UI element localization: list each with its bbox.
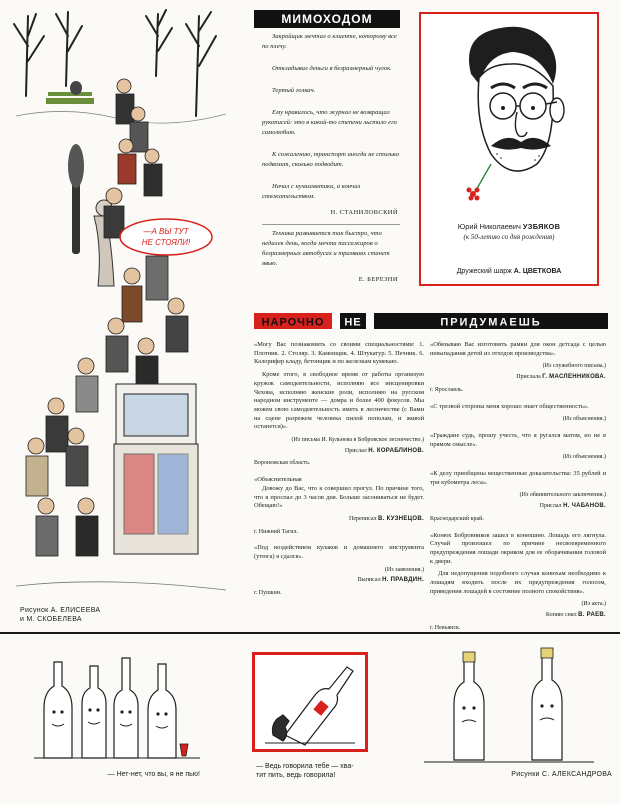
signature-prefix: Прислала (516, 374, 541, 381)
speech-bubble-line-2: НЕ СТОЯЛИ! (141, 238, 191, 247)
quote-signature (430, 373, 606, 382)
mimokhodom-heading: МИМОХОДОМ (254, 10, 400, 28)
portrait-surname: УЗБЯКОВ (522, 222, 561, 231)
quote-text: «Обязываю Вас изготовить рамки для окон детсада с целью невыпадания детей из отходов производства». (430, 341, 606, 357)
bottles-caption-2-line-2: тит пить, ведь говорила! (256, 772, 336, 779)
quote-place: г. Ярославль. (430, 386, 464, 393)
quote-source: (Из заявления.) (384, 566, 424, 573)
signature-prefix: Копию снял (545, 612, 577, 619)
signature-prefix: Переписал (349, 515, 377, 522)
portrait-name-prefix: Юрий Николаевич (457, 222, 521, 231)
quote-text: «К делу приобщены вещественные доказательства: 35 рублей и три кубометра леса». (430, 470, 606, 486)
bottles-drawing-3 (414, 644, 604, 766)
queue-illustration (6, 6, 234, 604)
portrait-credit (421, 268, 597, 275)
quote-signature (254, 515, 424, 524)
mimokhodom-divider (262, 224, 400, 225)
quote-place: Краснодарский край. (430, 515, 484, 522)
quote-text: Довожу до Вас, что я совершил прогул. По причине того, что я проспал до 3 часов дня. Больше засониваться не будет. Обещаю!» (254, 484, 424, 510)
portrait-credit-artist: А. ЦВЕТКОВА (513, 268, 562, 275)
mimokhodom-list (262, 32, 400, 291)
mimokhodom-item: Закройщик мечтал о клиенте, которому все по плечу. (262, 33, 397, 50)
mimokhodom-signature-1: Н. СТАНИЛОВСКИЙ (330, 209, 398, 216)
bottles-caption-2-line-1: — Ведь говорила тебе — хва- (256, 763, 354, 770)
quote-place: г. Пушкин. (254, 590, 282, 597)
quote-heading: «Объяснительная (254, 476, 302, 484)
quote-signature (254, 447, 424, 456)
signature-name: В. РАЕВ. (578, 612, 606, 619)
bottles-drawing-1 (30, 648, 205, 763)
narochno-word-1: НАРОЧНО (261, 316, 325, 329)
signature-name: Н. ПРАВДИН. (382, 577, 424, 584)
mimokhodom-item: Техника развивается так быстро, что недалек день, когда мечта пассажиров о безразмерных автобусах и трамваях станет явью. (262, 230, 390, 267)
narochno-word-3: ПРИДУМАЕШЬ (440, 316, 542, 329)
narochno-column-left (254, 341, 424, 606)
quote-text: Для недопущения подобного случая конюхам необходимо к лошадям входить после их предупреждения голосом, приведения лошадей в состояние полного спокойствия». (430, 570, 606, 595)
left-credit-line-1: Рисунок А. ЕЛИСЕЕВА (20, 607, 101, 614)
quote-text: Кроме этого, в свободное время от работы организую кружок самодеятельности, исполняю все инсценировки Чехова, исполняю женские роли, исполняю на русском народном инструменте — домра и более 400 фокусов. Мы можем свою самодеятельность иметь в лесничестве (с Вами на сцене разрежем человека пилой пополам, и живой останется)». (254, 371, 424, 431)
speech-bubble-line-1: —А ВЫ ТУТ (143, 227, 189, 236)
narochno-word-2: НЕ (344, 316, 362, 329)
mimokhodom-item: Тертый голкач. (272, 87, 316, 94)
signature-prefix: Прислал (539, 503, 562, 510)
quote-text: «Конюх Бобровников зашел в конюшню. Лошадь его лягнула. Случай произошел по причине несвоевременного предупреждения лошади окриком для ее оборачивания головой к двери. (430, 531, 606, 565)
caricature-drawing (421, 14, 597, 219)
quote-source: (Из акта.) (581, 601, 606, 608)
bottles-caption-1: — Нет-нет, что вы, я не пью! (107, 771, 200, 778)
signature-name: В. КУЗНЕЦОВ. (378, 515, 424, 522)
quote-text: «Граждане судь, прошу учесть, что я ругался матом, но не в прямом смысле». (430, 431, 606, 448)
signature-name: Г. МАСЛЕННИКОВА. (542, 374, 606, 381)
quote-source: (Из письма И. Кульнева в Бобровское лесничество.) (291, 437, 424, 444)
quote-source: (Из служебного письма.) (542, 363, 606, 370)
signature-prefix: Выписал (357, 577, 381, 584)
quote-source: (Из объяснения.) (562, 454, 606, 461)
signature-prefix: Прислал (344, 447, 367, 454)
bottles-credit-prefix: Рисунки (511, 771, 540, 778)
left-credit-line-2: и М. СКОБЕЛЕВА (20, 616, 82, 623)
quote-place: г. Нижний Тагил. (254, 528, 298, 535)
mimokhodom-item: Откладывал деньги в безразмерный чулок. (272, 65, 392, 72)
portrait-name (421, 222, 597, 231)
mimokhodom-item: Начал с нумизматики, а кончил стяжательством. (262, 183, 361, 200)
quote-source: (Из обвинительного заключения.) (519, 492, 606, 499)
quote-text: «С трезвой стороны меня хорошо знает общественность». (430, 402, 589, 410)
bottles-caption-2 (256, 762, 376, 780)
portrait-subtitle: (к 50-летию со дня рождения) (463, 233, 555, 241)
portrait-credit-prefix: Дружеский шарж (456, 268, 512, 275)
narochno-heading (254, 313, 608, 329)
quote-signature (430, 611, 606, 620)
bottles-credit (482, 770, 612, 779)
bottom-divider (0, 632, 620, 634)
mimokhodom-item: К сожалению, транспорт иногда не столько подвозит, сколько подводит. (262, 151, 399, 168)
quote-text: «Могу Вас познакомить со своими специальностями: 1. Плотник. 2. Столяр. 3. Каменщик. 4. Штукатур. 5. Печник. 6. Калорифер кладу, бетонщик и по железкам кумекаю. (254, 341, 424, 366)
quote-signature (430, 502, 606, 511)
portrait-frame (419, 12, 599, 286)
left-illustration-credit (20, 606, 220, 624)
mimokhodom-signature-2: Е. БЕРЕЗНИ (358, 276, 398, 283)
bottles-credit-name: С. АЛЕКСАНДРОВА (542, 771, 612, 778)
signature-name: Н. КОРАБЛИНОВ. (368, 447, 424, 454)
quote-source: (Из объяснения.) (562, 416, 606, 423)
bottles-drawing-2 (255, 655, 365, 749)
bottles-drawing-2-frame (252, 652, 368, 752)
quote-place: г. Невьянск. (430, 624, 461, 631)
narochno-column-right (430, 341, 606, 641)
quote-place: Воронежская область. (254, 460, 311, 467)
quote-signature (254, 576, 424, 585)
signature-name: Н. ЧАБАНОВ. (563, 503, 606, 510)
mimokhodom-item: Ему нравилось, что журнал не возвращал рукописей: это в какой-то степени льстило его самолюбию. (262, 109, 397, 136)
quote-text: «Под воздействием кулаков и домашнего инструмента (утюга) я сдался». (254, 544, 424, 561)
